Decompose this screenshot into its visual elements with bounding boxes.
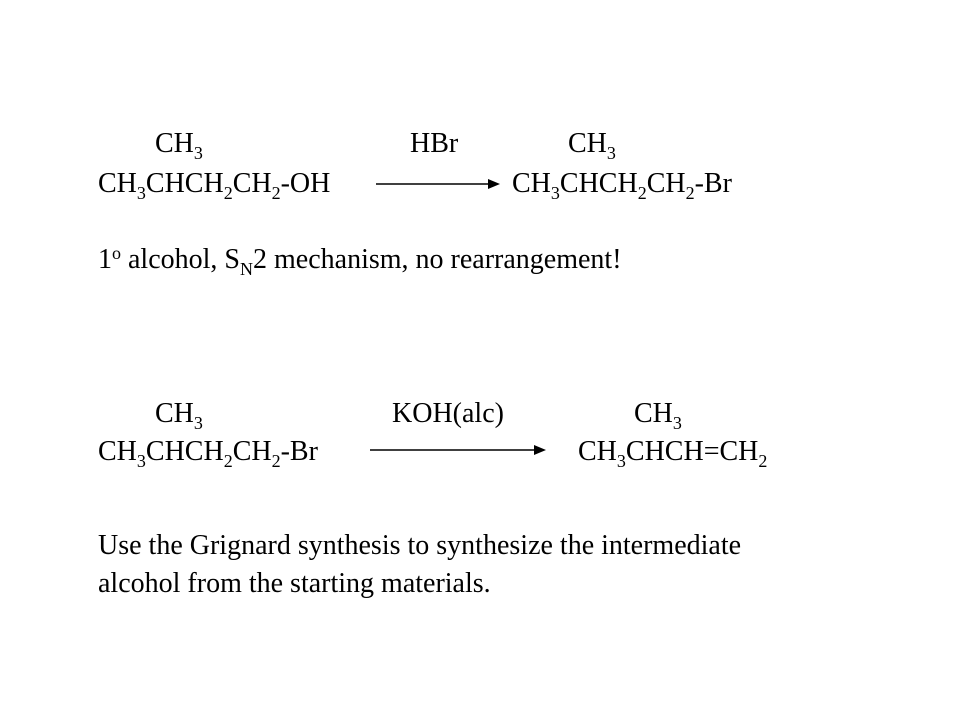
instruction-line-2: alcohol from the starting materials. bbox=[98, 568, 491, 599]
mechanism-note: 1$^o$ alcohol, $S_N2$ mechanism, no rearrangement! bbox=[98, 243, 622, 279]
r1-reaction-arrow bbox=[376, 176, 500, 192]
r2-reactant-formula: $CH_3CHCH_2CH_2-Br$ bbox=[98, 436, 318, 471]
r1-product-methyl-branch: $CH_3$ bbox=[568, 128, 616, 163]
r1-reactant-formula: $CH_3CHCH_2CH_2-OH$ bbox=[98, 168, 331, 203]
r2-reaction-arrow bbox=[370, 442, 546, 458]
r1-reactant-methyl-branch: $CH_3$ bbox=[155, 128, 203, 163]
r2-product-formula: $CH_3CHCH=CH_2$ bbox=[578, 436, 768, 471]
r1-reagent: HBr bbox=[410, 128, 459, 159]
r2-product-methyl-branch: $CH_3$ bbox=[634, 398, 682, 433]
instruction-line-1: Use the Grignard synthesis to synthesize the intermediate bbox=[98, 530, 742, 561]
r2-reagent: KOH(alc) bbox=[392, 398, 504, 429]
r2-reactant-methyl-branch: $CH_3$ bbox=[155, 398, 203, 433]
r1-product-formula: $CH_3CHCH_2CH_2-Br$ bbox=[512, 168, 732, 203]
